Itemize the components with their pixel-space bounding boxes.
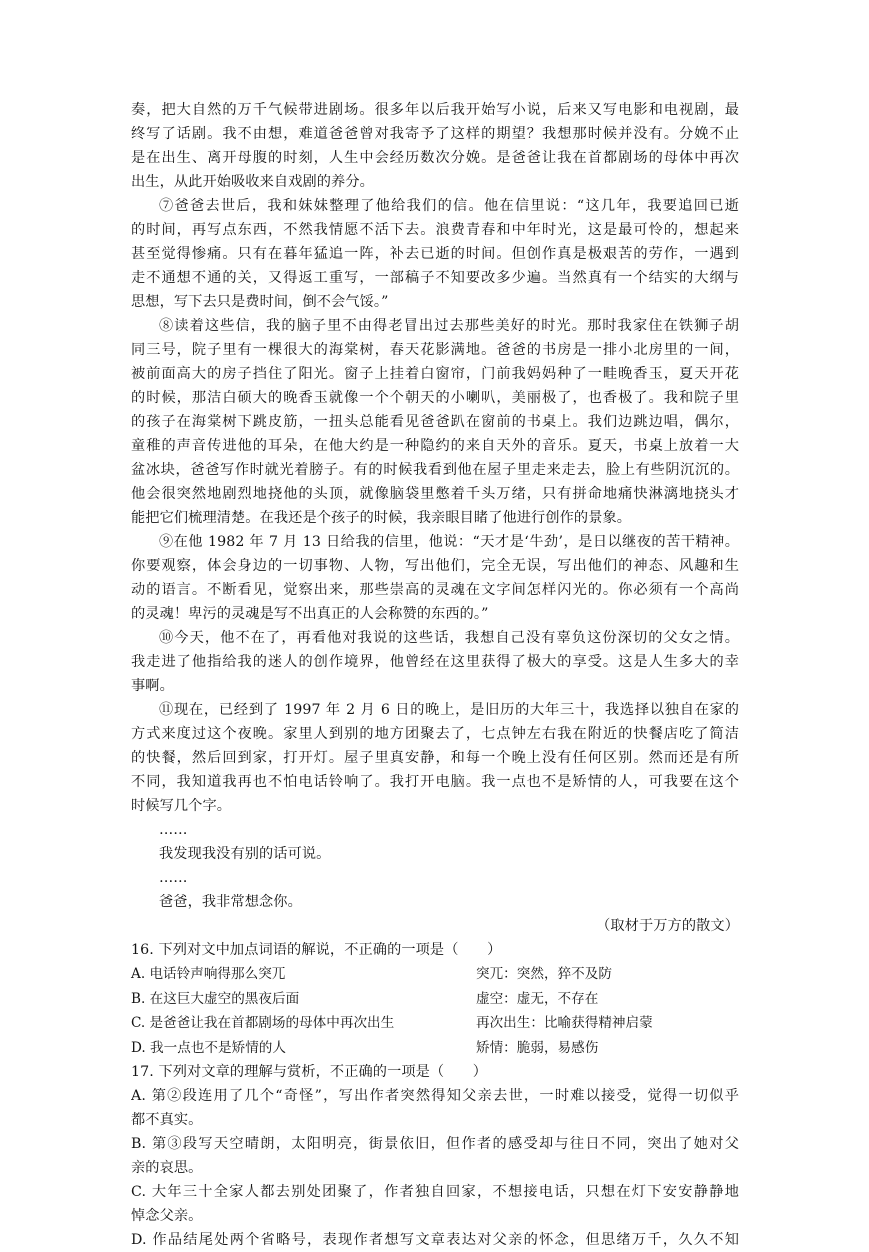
- option-explanation: 突兀：突然，猝不及防: [476, 966, 612, 982]
- text-line: 时候写几个字。: [131, 798, 232, 814]
- question-16-stem: 16. 下列对文中加点词语的解说，不正确的一项是（ ）: [131, 942, 502, 958]
- question-17-option-d: D. 作品结尾处两个省略号，表现作者想写文章表达对父亲的怀念，但思绪万千，久久不知: [131, 1232, 739, 1248]
- option-explanation: 矫情：脆弱，易感伤: [476, 1039, 599, 1056]
- text-line: 的孩子在海棠树下跳皮筋，一扭头总能看见爸爸趴在窗前的书桌上。我们边跳边唱，偶尔，: [131, 414, 739, 430]
- question-16-option-a: [131, 962, 739, 987]
- text-line: 动的语言。不断看见，觉察出来，那些崇高的灵魂在文字间怎样闪光的。你必须有一个高尚: [131, 582, 739, 598]
- source-attribution: （取材于万方的散文）: [596, 918, 739, 934]
- text-line: 思想，写下去只是费时间，倒不会气馁。”: [131, 294, 389, 310]
- document-page: [131, 98, 739, 1252]
- paragraph-8-start: ⑧读着这些信，我的脑子里不由得老冒出过去那些美好的时光。那时我家住在铁狮子胡: [159, 318, 739, 334]
- question-17-option-c: C. 大年三十全家人都去别处团聚了，作者独自回家，不想接电话，只想在灯下安安静静地: [131, 1184, 739, 1200]
- question-17-option-a: A. 第②段连用了几个“奇怪”，写出作者突然得知父亲去世，一时难以接受，觉得一切似乎: [131, 1088, 739, 1104]
- text-line: 同三号，院子里有一棵很大的海棠树，春天花影满地。爸爸的书房是一排小北房里的一间，: [131, 342, 739, 358]
- text-line: 他会很突然地剧烈地挠他的头顶，就像脑袋里憋着千头万绪，只有拼命地痛快淋漓地挠头才: [131, 486, 739, 502]
- text-line: 的时候，那洁白硕大的晚香玉就像一个个朝天的小喇叭，美丽极了，也香极了。我和院子里: [131, 390, 739, 406]
- text-line: 悼念父亲。: [131, 1208, 203, 1224]
- text-line: 终写了话剧。我不由想，难道爸爸曾对我寄予了这样的期望？我想那时候并没有。分娩不止: [131, 126, 739, 142]
- text-line: 甚至觉得惨痛。只有在暮年猛追一阵，补去已逝的时间。但创作真是极艰苦的劳作，一遇到: [131, 246, 739, 262]
- text-line: 爸爸，我非常想念你。: [159, 894, 302, 910]
- text-line: 都不真实。: [131, 1112, 203, 1128]
- paragraph-10-start: ⑩今天，他不在了，再看他对我说的这些话，我想自己没有辜负这份深切的父女之情。: [159, 630, 739, 646]
- text-line: 走不通想不通的关，又得返工重写，一部稿子不知要改多少遍。当然真有一个结实的大纲与: [131, 270, 739, 286]
- text-line: 是在出生、离开母腹的时刻，人生中会经历数次分娩。是爸爸让我在首都剧场的母体中再次: [131, 150, 739, 166]
- question-17-stem: 17. 下列对文章的理解与赏析，不正确的一项是（ ）: [131, 1064, 488, 1080]
- ellipsis: ……: [159, 870, 188, 886]
- text-line: 你要观察，体会身边的一切事物、人物，写出他们，完全无误，写出他们的神态、风趣和生: [131, 558, 739, 574]
- text-line: 方式来度过这个夜晚。家里人到别的地方团聚去了，七点钟左右我在附近的快餐店吃了简洁: [131, 726, 739, 742]
- text-line: 不同，我知道我再也不怕电话铃响了。我打开电脑。我一点也不是矫情的人，可我要在这个: [131, 774, 739, 790]
- text-line: 童稚的声音传进他的耳朵，在他大约是一种隐约的来自天外的音乐。夏天，书桌上放着一大: [131, 438, 739, 454]
- text-line: 的快餐，然后回到家，打开灯。屋子里真安静，和每一个晚上没有任何区别。然而还是有所: [131, 750, 739, 766]
- text-line: 被前面高大的房子挡住了阳光。窗子上挂着白窗帘，门前我妈妈种了一畦晚香玉，夏天开花: [131, 366, 739, 382]
- option-explanation: 再次出生：比喻获得精神启蒙: [476, 1015, 653, 1031]
- text-line: 我发现我没有别的话可说。: [159, 846, 331, 862]
- option-text: A. 电话铃声响得那么突兀: [131, 966, 286, 982]
- paragraph-7-start: ⑦爸爸去世后，我和妹妹整理了他给我们的信。他在信里说：“这几年，我要追回已逝: [159, 198, 739, 214]
- text-line: 盆冰块，爸爸写作时就光着膀子。有的时候我看到他在屋子里走来走去，脸上有些阴沉沉的。: [131, 462, 739, 478]
- question-17-option-b: B. 第③段写天空晴朗，太阳明亮，街景依旧，但作者的感受却与往日不同，突出了她对父: [131, 1136, 739, 1152]
- text-line: 我走进了他指给我的迷人的创作境界，他曾经在这里获得了极大的享受。这是人生多大的幸: [131, 654, 739, 670]
- paragraph-11-start: ⑪现在，已经到了 1997 年 2 月 6 日的晚上，是旧历的大年三十，我选择以独自在家的: [159, 702, 739, 718]
- text-line: 的时间，再写点东西，不然我情愿不活下去。浪费青春和中年时光，这是最可怜的，想起来: [131, 222, 739, 238]
- text-line: 事啊。: [131, 678, 174, 694]
- question-16-option-b: [131, 987, 739, 1012]
- text-line: 出生，从此开始吸收来自戏剧的养分。: [131, 174, 374, 190]
- option-text: B. 在这巨大虚空的黑夜后面: [131, 990, 300, 1007]
- text-line: 亲的哀思。: [131, 1160, 203, 1176]
- option-text: D. 我一点也不是矫情的人: [131, 1039, 286, 1056]
- ellipsis: ……: [159, 822, 188, 838]
- question-16-option-d: [131, 1036, 739, 1061]
- question-16-option-c: [131, 1011, 739, 1036]
- text-line: 能把它们梳理清楚。在我还是个孩子的时候，我亲眼目睹了他进行创作的景象。: [131, 510, 632, 526]
- text-line: 的灵魂！卑污的灵魂是写不出真正的人会称赞的东西的。”: [131, 606, 489, 622]
- paragraph-9-start: ⑨在他 1982 年 7 月 13 日给我的信里，他说：“天才是‘牛劲’，是日以继夜的苦干精神。: [159, 534, 739, 550]
- text-line: 奏，把大自然的万千气候带进剧场。很多年以后我开始写小说，后来又写电影和电视剧，最: [131, 102, 739, 118]
- option-explanation: 虚空：虚无，不存在: [476, 990, 599, 1007]
- option-text: C. 是爸爸让我在首都剧场的母体中再次出生: [131, 1015, 395, 1031]
